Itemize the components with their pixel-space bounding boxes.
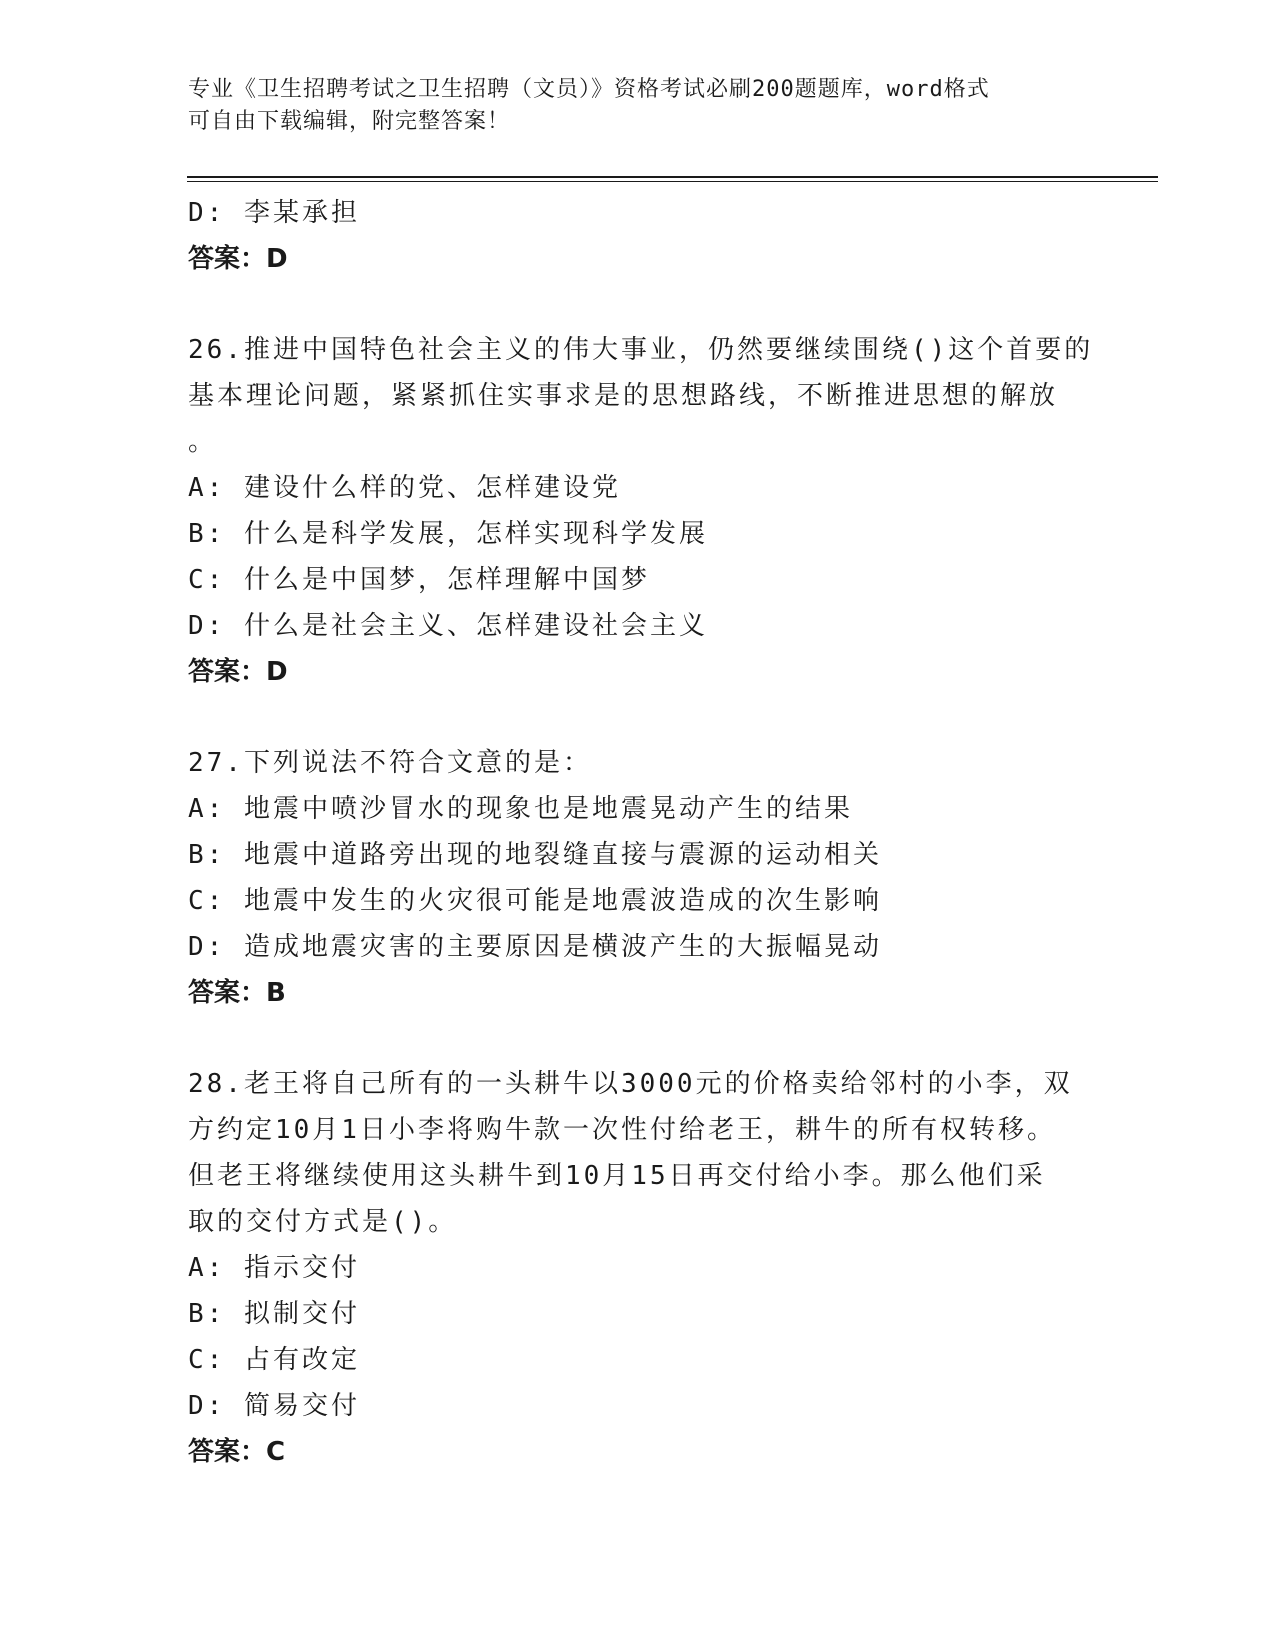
- question-stem-line: 。: [188, 427, 218, 457]
- question-stem-line: 27.下列说法不符合文意的是：: [188, 748, 592, 778]
- question-stem-line: 26.推进中国特色社会主义的伟大事业，仍然要继续围绕()这个首要的: [188, 335, 1094, 365]
- header-rule-thin: [187, 181, 1158, 182]
- header-rule-thick: [187, 176, 1158, 178]
- option-c: C: 占有改定: [188, 1345, 360, 1375]
- header-line-2: 可自由下载编辑，附完整答案！: [188, 109, 511, 134]
- document-header: [188, 74, 1088, 138]
- answer-line: 答案：B: [188, 978, 286, 1008]
- option-c: C: 什么是中国梦，怎样理解中国梦: [188, 565, 650, 595]
- answer-line: 答案：D: [188, 657, 288, 687]
- answer-line: 答案：D: [188, 244, 288, 274]
- question-26: [188, 327, 1094, 695]
- question-27: [188, 740, 1088, 1016]
- option-d: D: 李某承担: [188, 198, 360, 228]
- option-d: D: 造成地震灾害的主要原因是横波产生的大振幅晃动: [188, 932, 882, 962]
- option-c: C: 地震中发生的火灾很可能是地震波造成的次生影响: [188, 886, 882, 916]
- question-stem-line: 方约定10月1日小李将购牛款一次性付给老王，耕牛的所有权转移。: [188, 1115, 1056, 1145]
- question-stem-line: 28.老王将自己所有的一头耕牛以3000元的价格卖给邻村的小李，双: [188, 1069, 1073, 1099]
- option-d: D: 简易交付: [188, 1391, 360, 1421]
- question-stem-line: 基本理论问题，紧紧抓住实事求是的思想路线，不断推进思想的解放: [188, 381, 1059, 411]
- question-stem-line: 但老王将继续使用这头耕牛到10月15日再交付给小李。那么他们采: [188, 1161, 1046, 1191]
- option-b: B: 地震中道路旁出现的地裂缝直接与震源的运动相关: [188, 840, 882, 870]
- question-stem-line: 取的交付方式是()。: [188, 1207, 458, 1237]
- option-d: D: 什么是社会主义、怎样建设社会主义: [188, 611, 708, 641]
- option-a: A: 地震中喷沙冒水的现象也是地震晃动产生的结果: [188, 794, 853, 824]
- option-b: B: 拟制交付: [188, 1299, 360, 1329]
- answer-line: 答案：C: [188, 1437, 286, 1467]
- previous-question-tail: [188, 190, 1088, 282]
- option-a: A: 建设什么样的党、怎样建设党: [188, 473, 621, 503]
- question-28: [188, 1061, 1088, 1475]
- option-b: B: 什么是科学发展，怎样实现科学发展: [188, 519, 708, 549]
- document-body: [188, 190, 1094, 1475]
- header-line-1: 专业《卫生招聘考试之卫生招聘（文员）》资格考试必刷200题题库，word格式: [188, 77, 990, 102]
- option-a: A: 指示交付: [188, 1253, 360, 1283]
